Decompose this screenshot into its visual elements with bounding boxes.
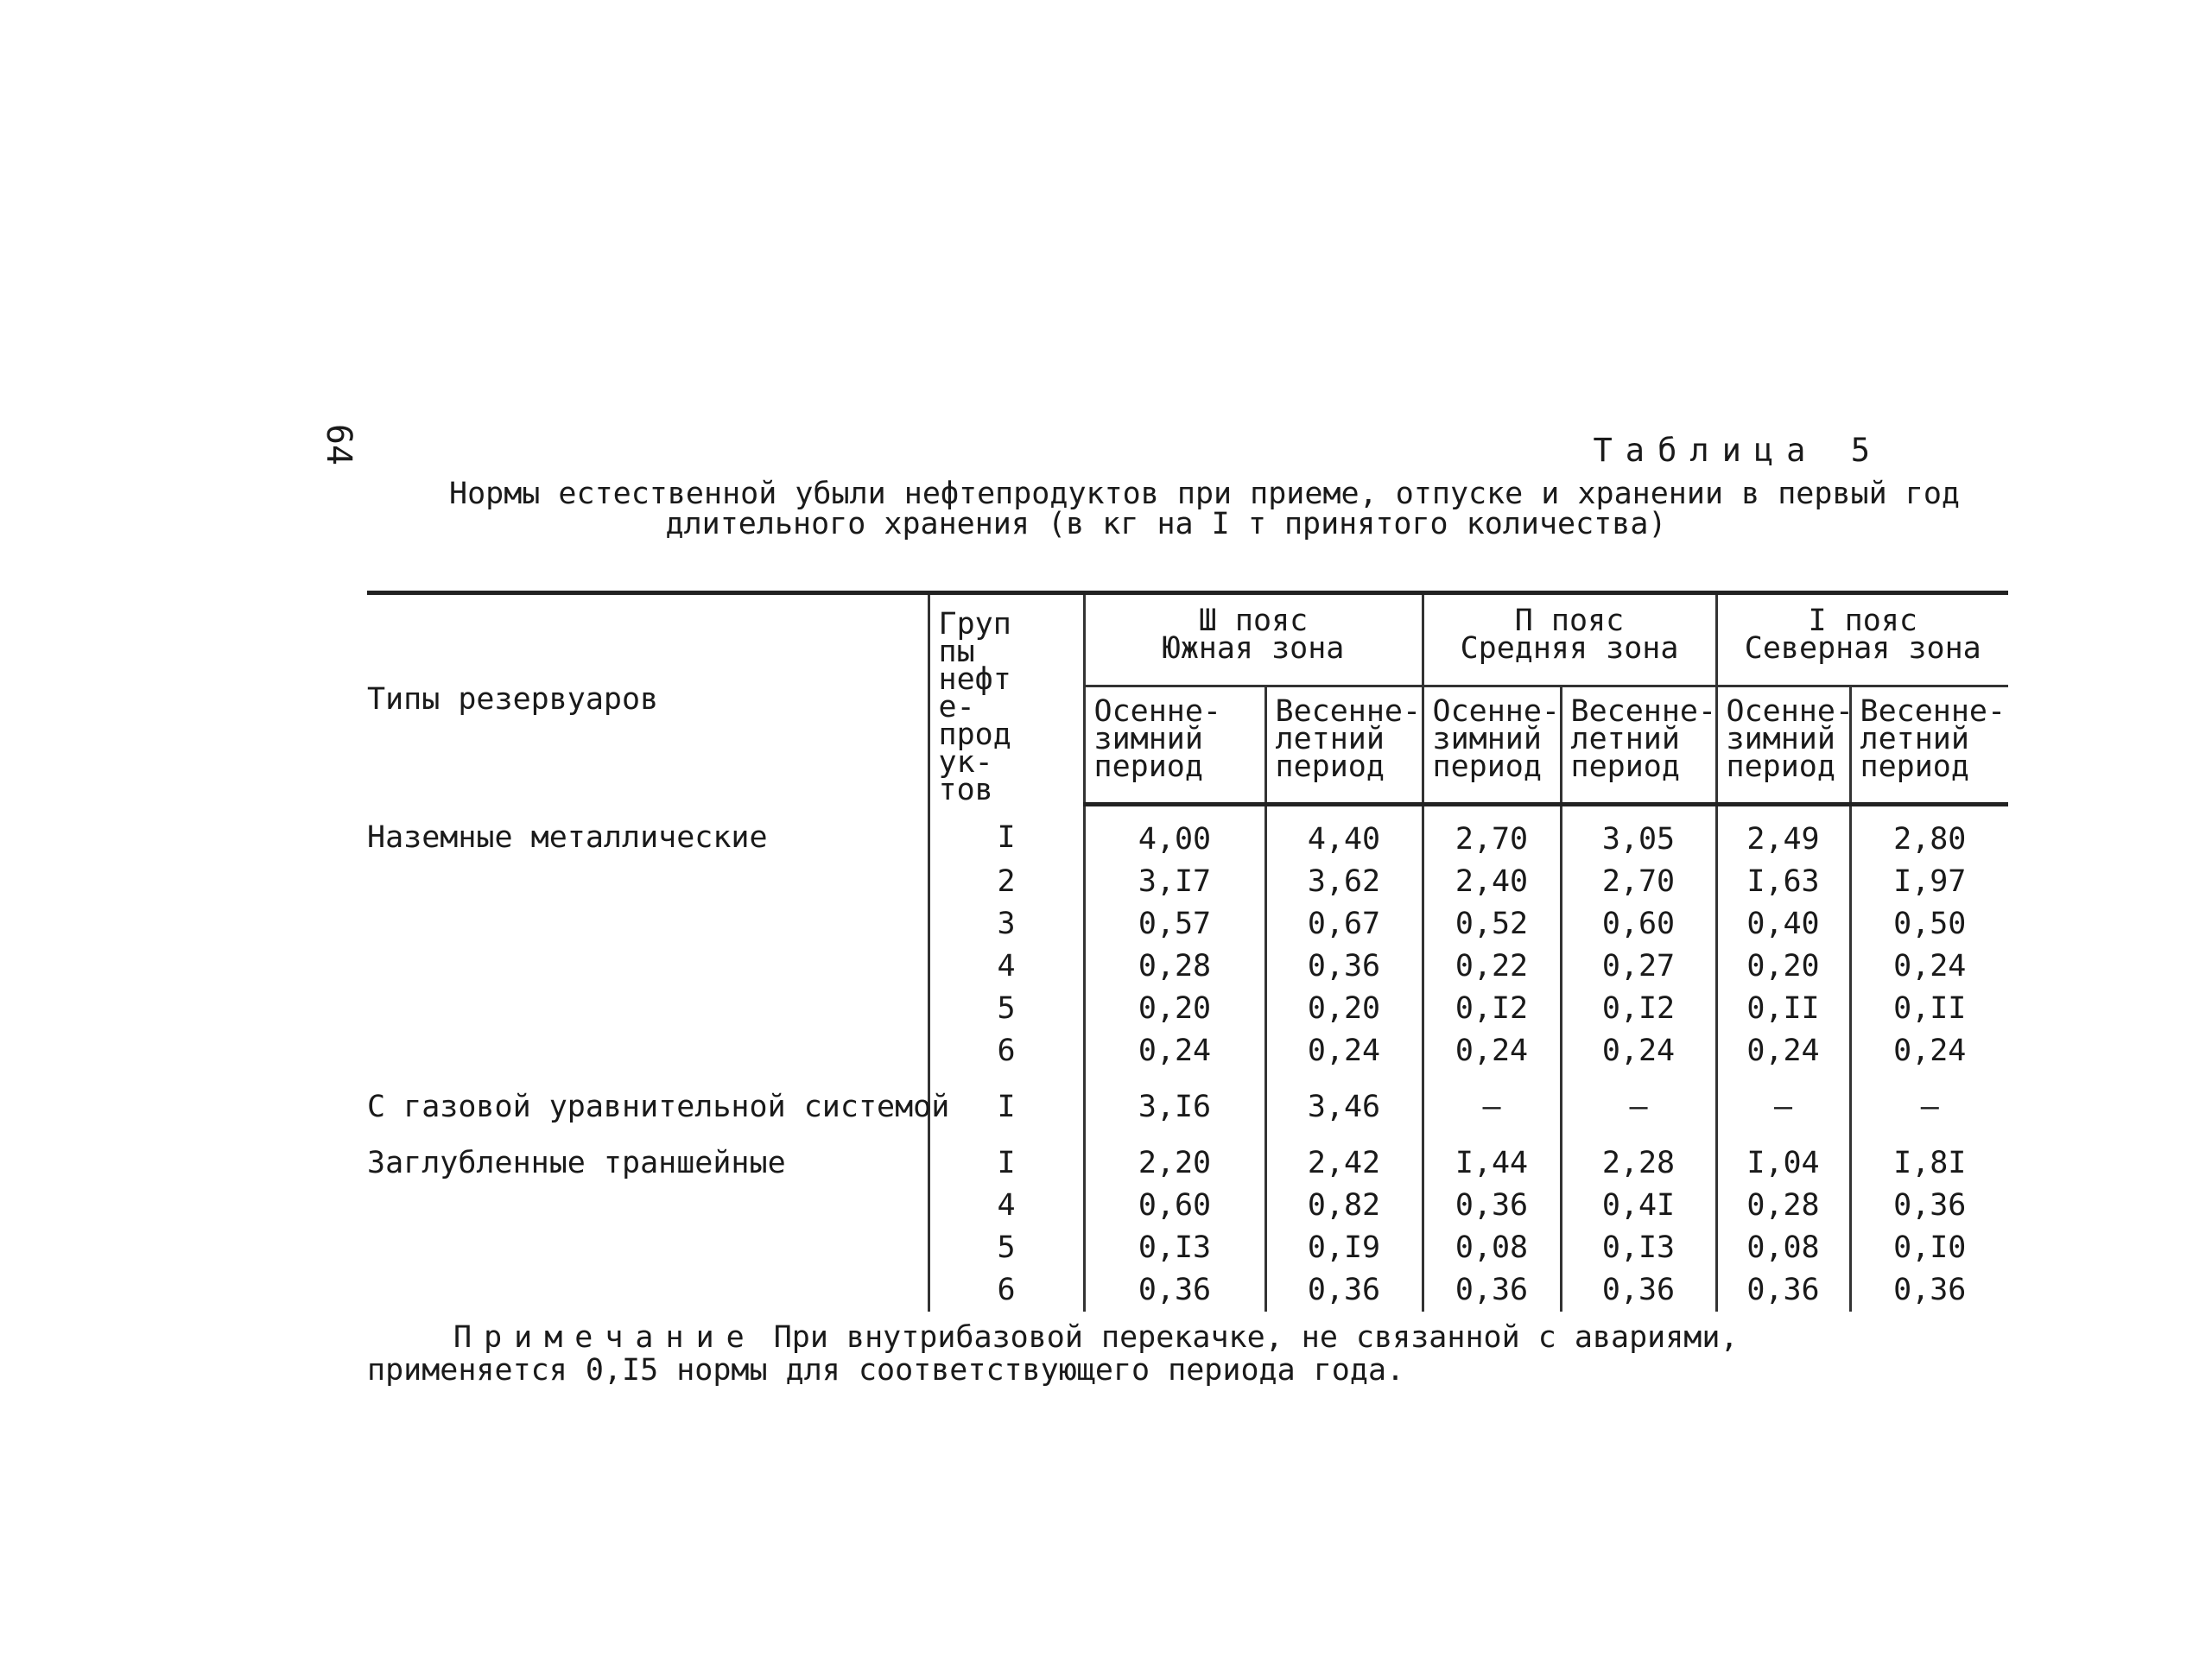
header-spring-summer: Весенне-летний период: [1265, 686, 1423, 804]
table-row: [367, 1072, 2008, 1129]
table-label: Таблица 5: [1593, 432, 1883, 469]
loss-value-cell: 2,70: [1423, 804, 1561, 861]
page-number: 64: [319, 423, 359, 466]
tank-type-cell: [367, 946, 929, 988]
header-autumn-winter: Осенне-зимний период: [1716, 686, 1850, 804]
tank-type-cell: [367, 1185, 929, 1227]
table-row: [367, 1185, 2008, 1227]
product-group-cell: 6: [929, 1269, 1084, 1312]
loss-value-cell: 0,60: [1561, 903, 1716, 946]
loss-value-cell: 2,80: [1850, 804, 2008, 861]
loss-value-cell: 0,28: [1084, 946, 1265, 988]
loss-value-cell: 0,60: [1084, 1185, 1265, 1227]
loss-value-cell: 0,08: [1716, 1227, 1850, 1269]
table-row: [367, 861, 2008, 903]
product-group-cell: 4: [929, 1185, 1084, 1227]
loss-value-cell: 2,42: [1265, 1129, 1423, 1185]
loss-value-cell: 0,I3: [1084, 1227, 1265, 1269]
loss-value-cell: 0,24: [1561, 1030, 1716, 1072]
loss-value-cell: I,97: [1850, 861, 2008, 903]
table-row: [367, 903, 2008, 946]
table-row: [367, 804, 2008, 861]
loss-value-cell: 0,36: [1561, 1269, 1716, 1312]
loss-value-cell: 0,67: [1265, 903, 1423, 946]
loss-value-cell: 0,36: [1850, 1185, 2008, 1227]
table-row: [367, 1227, 2008, 1269]
loss-norms-table: [367, 591, 2008, 1312]
loss-value-cell: 0,50: [1850, 903, 2008, 946]
header-spring-summer: Весенне-летний период: [1561, 686, 1716, 804]
loss-value-cell: 0,27: [1561, 946, 1716, 988]
product-group-cell: 5: [929, 1227, 1084, 1269]
loss-value-cell: 0,40: [1716, 903, 1850, 946]
tank-type-cell: [367, 861, 929, 903]
loss-value-cell: –: [1716, 1072, 1850, 1129]
loss-value-cell: 0,24: [1850, 1030, 2008, 1072]
note-label: Примечание: [453, 1320, 757, 1355]
loss-value-cell: 0,24: [1716, 1030, 1850, 1072]
loss-value-cell: 0,28: [1716, 1185, 1850, 1227]
loss-value-cell: I,63: [1716, 861, 1850, 903]
header-zone-south: Ш пояс Южная зона: [1084, 593, 1423, 686]
tank-type-cell: [367, 988, 929, 1030]
header-zone-north: I пояс Северная зона: [1716, 593, 2008, 686]
loss-value-cell: 0,I0: [1850, 1227, 2008, 1269]
loss-value-cell: 2,20: [1084, 1129, 1265, 1185]
loss-value-cell: 0,24: [1084, 1030, 1265, 1072]
loss-value-cell: I,44: [1423, 1129, 1561, 1185]
loss-value-cell: 4,00: [1084, 804, 1265, 861]
loss-value-cell: 0,20: [1716, 946, 1850, 988]
loss-value-cell: 0,08: [1423, 1227, 1561, 1269]
loss-value-cell: 3,62: [1265, 861, 1423, 903]
loss-value-cell: 0,4I: [1561, 1185, 1716, 1227]
product-group-cell: 3: [929, 903, 1084, 946]
product-group-cell: I: [929, 1072, 1084, 1129]
loss-value-cell: 0,36: [1265, 1269, 1423, 1312]
loss-value-cell: 2,28: [1561, 1129, 1716, 1185]
loss-value-cell: 0,36: [1850, 1269, 2008, 1312]
tank-type-cell: [367, 1269, 929, 1312]
tank-type-cell: Наземные металлические: [367, 820, 768, 856]
loss-value-cell: –: [1423, 1072, 1561, 1129]
loss-value-cell: 2,40: [1423, 861, 1561, 903]
loss-value-cell: 0,36: [1084, 1269, 1265, 1312]
loss-value-cell: 0,82: [1265, 1185, 1423, 1227]
loss-value-cell: 0,36: [1423, 1269, 1561, 1312]
loss-value-cell: 0,24: [1423, 1030, 1561, 1072]
loss-value-cell: 2,70: [1561, 861, 1716, 903]
product-group-cell: 5: [929, 988, 1084, 1030]
table-title-line2: длительного хранения (в кг на I т принятого количества): [665, 507, 1667, 541]
loss-value-cell: 3,I6: [1084, 1072, 1265, 1129]
loss-value-cell: 2,49: [1716, 804, 1850, 861]
header-spring-summer: Весенне-летний период: [1850, 686, 2008, 804]
loss-value-cell: 0,57: [1084, 903, 1265, 946]
loss-value-cell: 0,24: [1265, 1030, 1423, 1072]
table-row: [367, 1129, 2008, 1185]
loss-value-cell: 0,36: [1265, 946, 1423, 988]
table-row: [367, 946, 2008, 988]
header-zone-middle: П пояс Средняя зона: [1423, 593, 1716, 686]
table-note: [367, 1321, 1956, 1387]
loss-value-cell: 3,05: [1561, 804, 1716, 861]
tank-type-cell: С газовой уравнительной системой: [367, 1089, 950, 1124]
header-tank-types: Типы резервуаров: [367, 593, 929, 805]
product-group-cell: I: [929, 804, 1084, 861]
table-row: [367, 1269, 2008, 1312]
product-group-cell: 6: [929, 1030, 1084, 1072]
loss-value-cell: 0,22: [1423, 946, 1561, 988]
table-row: [367, 1030, 2008, 1072]
tank-type-cell: [367, 1030, 929, 1072]
header-product-groups: Группы нефте-продук-тов: [929, 593, 1084, 805]
loss-value-cell: 0,I2: [1561, 988, 1716, 1030]
loss-value-cell: –: [1850, 1072, 2008, 1129]
loss-value-cell: 0,I9: [1265, 1227, 1423, 1269]
tank-type-cell: Заглубленные траншейные: [367, 1145, 786, 1180]
loss-value-cell: 0,I2: [1423, 988, 1561, 1030]
tank-type-cell: [367, 1227, 929, 1269]
table-row: [367, 988, 2008, 1030]
note-text: При внутрибазовой перекачке, не связанной с авариями, применяется 0,I5 нормы для соответствующего периода года.: [367, 1320, 1739, 1388]
loss-value-cell: 0,24: [1850, 946, 2008, 988]
loss-value-cell: 0,II: [1716, 988, 1850, 1030]
loss-value-cell: I,8I: [1850, 1129, 2008, 1185]
loss-value-cell: 0,20: [1084, 988, 1265, 1030]
header-autumn-winter: Осенне-зимний период: [1084, 686, 1265, 804]
loss-value-cell: 0,I3: [1561, 1227, 1716, 1269]
table-title-line1: Нормы естественной убыли нефтепродуктов при приеме, отпуске и хранении в первый год: [449, 477, 1960, 511]
product-group-cell: 2: [929, 861, 1084, 903]
loss-value-cell: 3,I7: [1084, 861, 1265, 903]
loss-value-cell: 0,36: [1423, 1185, 1561, 1227]
loss-value-cell: 0,36: [1716, 1269, 1850, 1312]
product-group-cell: I: [929, 1129, 1084, 1185]
loss-value-cell: 0,II: [1850, 988, 2008, 1030]
loss-value-cell: 0,20: [1265, 988, 1423, 1030]
loss-value-cell: 3,46: [1265, 1072, 1423, 1129]
loss-value-cell: 4,40: [1265, 804, 1423, 861]
loss-value-cell: 0,52: [1423, 903, 1561, 946]
tank-type-cell: [367, 903, 929, 946]
header-autumn-winter: Осенне-зимний период: [1423, 686, 1561, 804]
loss-value-cell: –: [1561, 1072, 1716, 1129]
product-group-cell: 4: [929, 946, 1084, 988]
loss-value-cell: I,04: [1716, 1129, 1850, 1185]
